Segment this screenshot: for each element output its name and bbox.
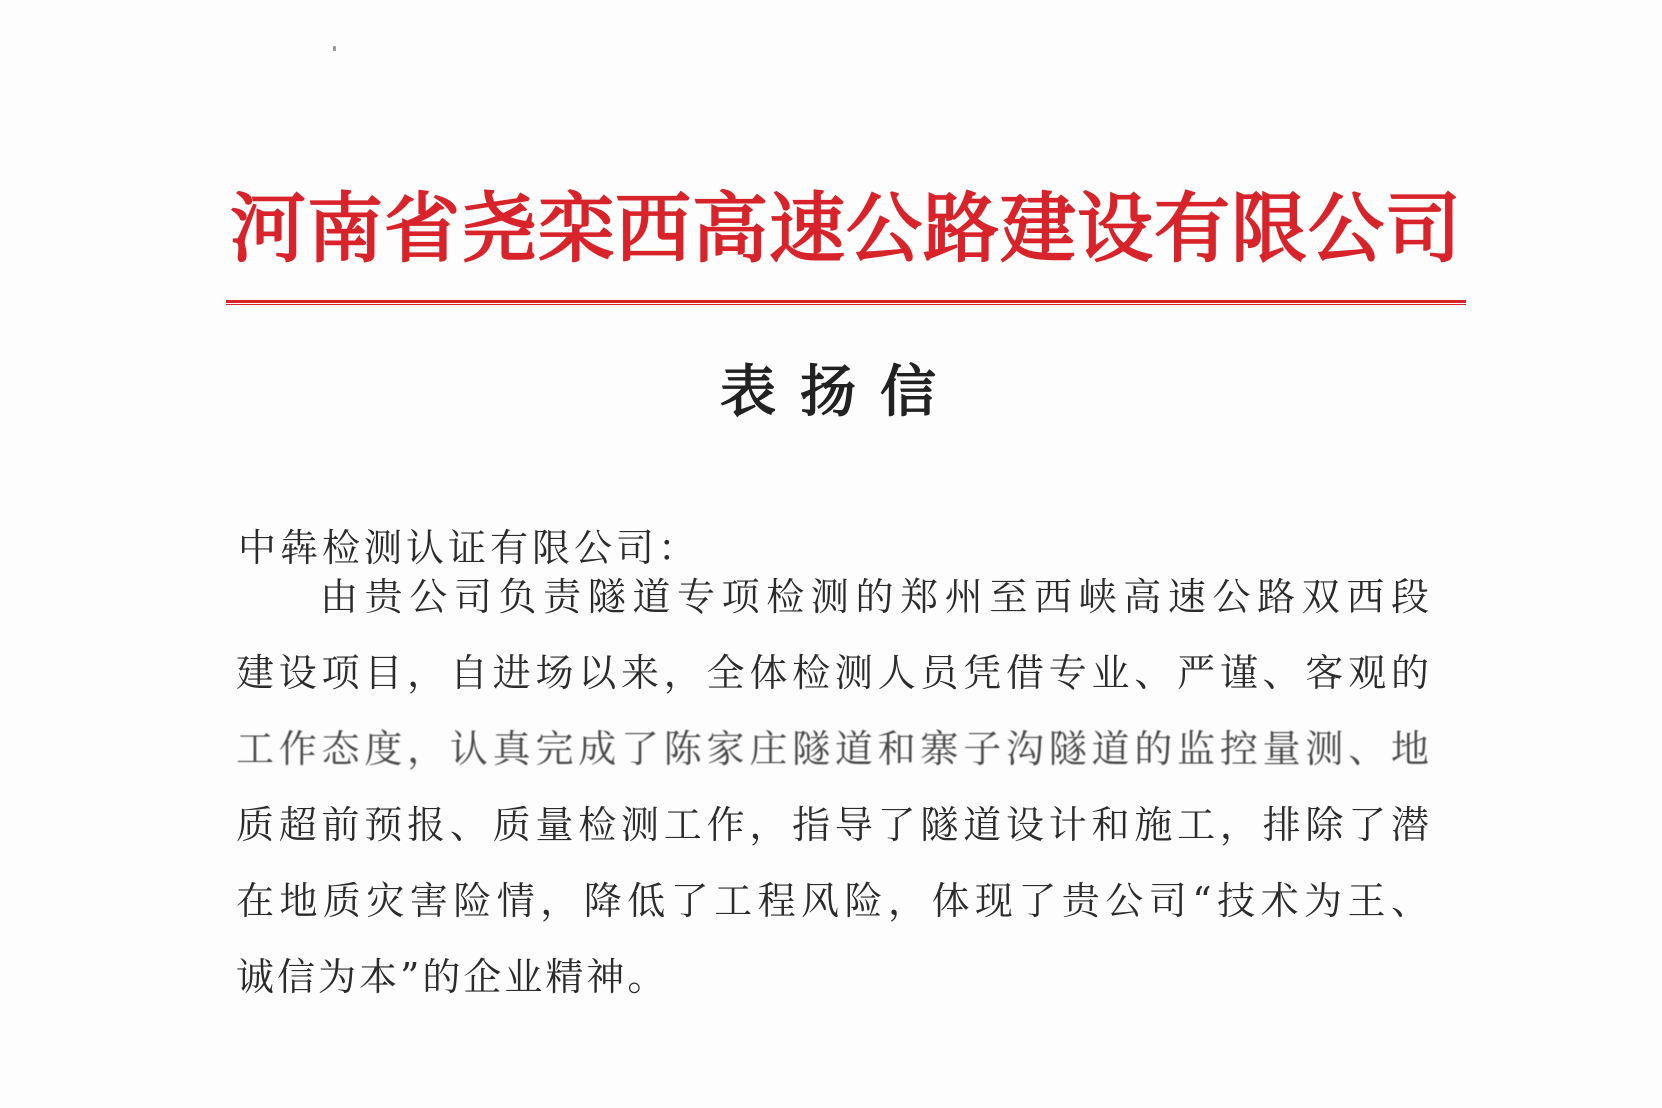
- document-title: 表扬信: [720, 359, 960, 425]
- body-line-4: 质超前预报、质量检测工作，指导了隧道设计和施工，排除了潜: [236, 803, 1432, 847]
- body-line-2: 建设项目，自进场以来，全体检测人员凭借专业、严谨、客观的: [236, 651, 1432, 695]
- body-line-3: 工作态度，认真完成了陈家庄隧道和寨子沟隧道的监控量测、地: [236, 727, 1432, 771]
- salutation: 中犇检测认证有限公司：: [238, 526, 701, 570]
- letterhead-red-rule: [226, 300, 1466, 305]
- letterhead-organization-name: 河南省尧栾西高速公路建设有限公司: [230, 184, 1462, 273]
- body-line-5: 在地质灾害险情，降低了工程风险，体现了贵公司“技术为王、: [236, 879, 1432, 923]
- scan-speck: [333, 46, 336, 51]
- body-line-6: 诚信为本”的企业精神。: [236, 955, 669, 999]
- body-line-1: 由贵公司负责隧道专项检测的郑州至西峡高速公路双西段: [320, 575, 1432, 619]
